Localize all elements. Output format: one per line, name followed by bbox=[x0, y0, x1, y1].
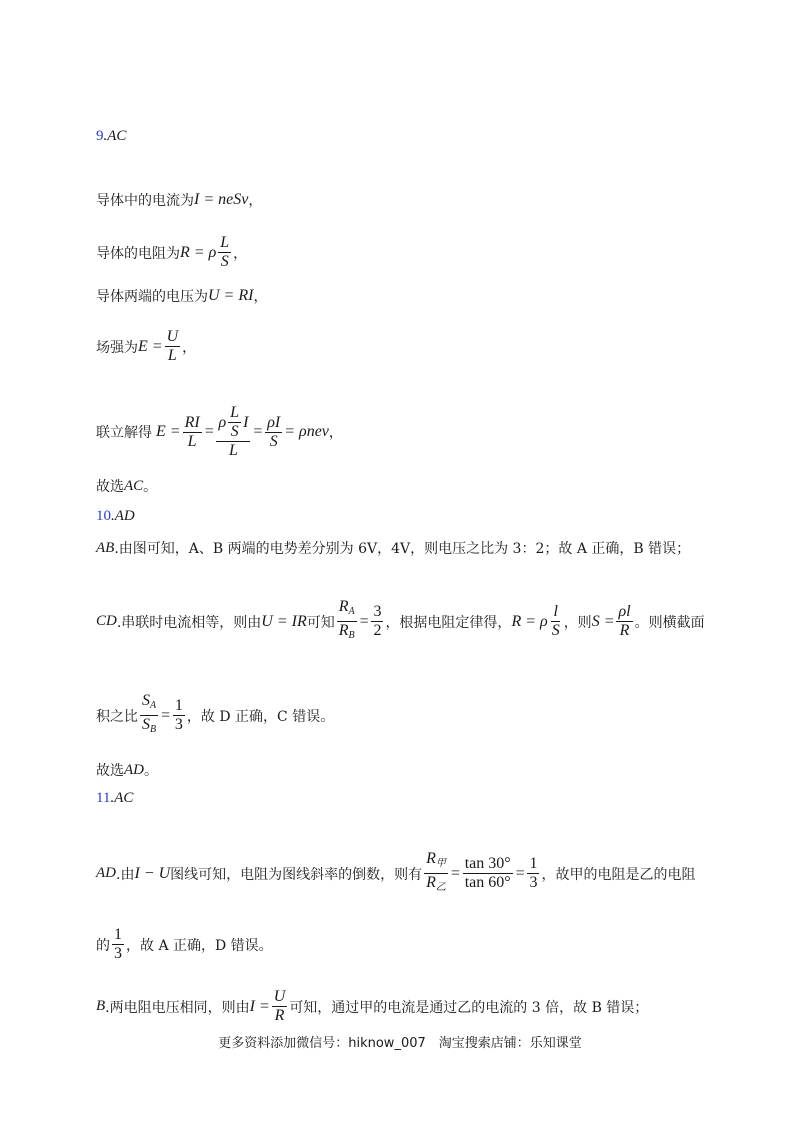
formula-lhs: R = ρ bbox=[180, 243, 217, 261]
text: 图线可知，电阻为图线斜率的倒数，则有 bbox=[170, 866, 423, 883]
symbol: S bbox=[142, 716, 150, 733]
denominator: R bbox=[274, 1007, 285, 1024]
current-symbol: I bbox=[243, 413, 249, 431]
formula: I = neSv bbox=[194, 191, 249, 208]
fraction bbox=[424, 850, 448, 897]
fraction bbox=[218, 234, 231, 271]
text: ，根据电阻定律得， bbox=[385, 614, 512, 631]
q10-line-ab bbox=[96, 538, 690, 558]
formula-lhs: I = bbox=[249, 997, 270, 1015]
item-number: 10 bbox=[96, 508, 111, 524]
subscript: A bbox=[150, 700, 157, 711]
formula: I − U bbox=[134, 864, 171, 882]
fraction bbox=[527, 855, 539, 892]
formula-lhs: E = bbox=[156, 423, 181, 440]
equals: = bbox=[358, 612, 370, 630]
option-prefix: AD bbox=[96, 865, 116, 881]
numerator: ρI bbox=[267, 413, 281, 431]
denominator: S bbox=[230, 423, 239, 440]
text: ，故甲的电阻是乙的电阻 bbox=[541, 866, 696, 883]
item-11-header bbox=[96, 790, 133, 807]
formula-lhs: R = ρ bbox=[511, 612, 548, 630]
numerator: 1 bbox=[114, 926, 122, 943]
subscript: A bbox=[348, 606, 355, 617]
q10-line-ratio bbox=[96, 692, 334, 739]
denominator bbox=[424, 874, 448, 897]
numerator bbox=[140, 692, 158, 716]
option-prefix: AB bbox=[96, 539, 115, 556]
punct: 。 bbox=[143, 479, 158, 495]
inner-fraction bbox=[228, 404, 241, 441]
q10-line-cd bbox=[96, 598, 705, 645]
equals: = bbox=[449, 864, 461, 882]
text: 。则横截面 bbox=[634, 614, 705, 631]
subscript: B bbox=[150, 724, 157, 735]
item-answer: .AC bbox=[110, 790, 134, 806]
equals: = bbox=[252, 423, 264, 440]
text: .由 bbox=[116, 866, 135, 883]
punct: 。 bbox=[144, 763, 158, 779]
compound-fraction bbox=[216, 404, 250, 460]
item-answer: .AC bbox=[103, 128, 127, 144]
text: .由图可知，A、B 两端的电势差分别为 6V，4V，则电压之比为 3：2；故 A 正确，B 错误； bbox=[114, 541, 691, 557]
choice: AC bbox=[124, 477, 144, 494]
fraction bbox=[165, 328, 181, 365]
option-prefix: B bbox=[96, 998, 106, 1014]
denominator: tan 60° bbox=[464, 874, 511, 891]
text: 导体两端的电压为 bbox=[96, 289, 208, 305]
numerator: RI bbox=[184, 413, 200, 431]
q11-line-ratio bbox=[96, 926, 273, 963]
denominator bbox=[140, 716, 158, 739]
denominator bbox=[337, 622, 357, 645]
fraction bbox=[173, 697, 185, 734]
formula-lhs: E = bbox=[138, 337, 163, 355]
text: 的 bbox=[96, 937, 110, 954]
equals: = bbox=[514, 864, 526, 882]
numerator: U bbox=[273, 988, 286, 1005]
denominator: 3 bbox=[529, 874, 538, 891]
text: ，故 D 正确，C 错误。 bbox=[186, 708, 335, 725]
q9-line-choice bbox=[96, 476, 157, 496]
text: .两电阻电压相同，则由 bbox=[105, 999, 250, 1016]
symbol: R bbox=[426, 874, 436, 891]
item-number: 11 bbox=[96, 790, 111, 806]
formula: U = RI bbox=[208, 287, 254, 304]
text: 故选 bbox=[96, 479, 124, 495]
numerator: L bbox=[220, 234, 230, 251]
numerator: 1 bbox=[174, 697, 183, 714]
q9-line-voltage bbox=[96, 286, 267, 306]
denominator: 3 bbox=[114, 945, 122, 962]
numerator bbox=[337, 598, 357, 622]
denominator: R bbox=[619, 622, 630, 639]
numerator: ρl bbox=[618, 603, 631, 620]
fraction bbox=[550, 603, 562, 640]
numerator: U bbox=[166, 328, 179, 345]
subscript: 乙 bbox=[435, 882, 446, 893]
choice: AD bbox=[124, 761, 144, 778]
text: 可知 bbox=[306, 614, 335, 631]
fraction bbox=[183, 414, 202, 451]
text: ，故 A 正确，D 错误。 bbox=[126, 937, 273, 954]
formula: U = IR bbox=[261, 612, 307, 630]
numerator: 1 bbox=[529, 855, 538, 872]
fraction bbox=[337, 598, 357, 645]
denominator: S bbox=[269, 432, 278, 450]
q11-line-ad bbox=[96, 850, 695, 897]
fraction bbox=[463, 855, 513, 892]
item-9-header bbox=[96, 128, 126, 145]
symbol: R bbox=[338, 598, 349, 615]
text: 导体中的电流为 bbox=[96, 193, 194, 209]
punct: ， bbox=[253, 289, 268, 305]
formula-rhs: = ρnev bbox=[284, 423, 329, 440]
text: 联立解得 bbox=[96, 425, 152, 441]
fraction bbox=[371, 603, 383, 640]
item-number: 9 bbox=[96, 128, 104, 144]
punct: ， bbox=[248, 193, 263, 209]
numerator: L bbox=[230, 404, 240, 421]
fraction bbox=[112, 926, 124, 963]
text: 故选 bbox=[96, 763, 124, 779]
q9-line-solve bbox=[96, 404, 343, 460]
subscript: 甲 bbox=[435, 858, 446, 869]
denominator: L bbox=[167, 347, 177, 364]
fraction bbox=[265, 414, 282, 451]
text: 场强为 bbox=[96, 339, 138, 356]
denominator: 3 bbox=[174, 716, 183, 733]
fraction bbox=[272, 988, 288, 1025]
symbol: R bbox=[426, 850, 436, 867]
punct: ， bbox=[328, 425, 343, 441]
equals: = bbox=[160, 706, 171, 724]
denominator: L bbox=[228, 442, 238, 459]
q10-line-choice bbox=[96, 760, 158, 780]
q9-line-resistance bbox=[96, 234, 247, 271]
rho: ρ bbox=[218, 413, 227, 431]
text: .串联时电流相等，则由 bbox=[116, 614, 262, 631]
punct: ， bbox=[182, 339, 197, 356]
numerator: 3 bbox=[373, 603, 382, 620]
text: 可知，通过甲的电流是通过乙的电流的 3 倍，故 B 错误； bbox=[289, 999, 649, 1016]
symbol: S bbox=[142, 692, 150, 709]
numerator: tan 30° bbox=[464, 855, 511, 872]
numerator bbox=[424, 850, 448, 874]
subscript: B bbox=[348, 630, 355, 641]
symbol: R bbox=[338, 622, 349, 639]
item-answer: .AD bbox=[111, 508, 135, 524]
numerator bbox=[216, 404, 250, 442]
equals: = bbox=[203, 423, 215, 440]
item-10-header bbox=[96, 508, 135, 525]
punct: ， bbox=[233, 245, 248, 262]
formula-lhs: S = bbox=[591, 612, 615, 630]
denominator: 2 bbox=[373, 622, 382, 639]
q9-line-field bbox=[96, 328, 196, 365]
option-prefix: CD bbox=[96, 613, 117, 629]
q11-line-b bbox=[96, 988, 648, 1025]
fraction bbox=[140, 692, 158, 739]
text: ，则 bbox=[563, 614, 592, 631]
text: 积之比 bbox=[96, 708, 138, 725]
text: 导体的电阻为 bbox=[96, 245, 180, 262]
numerator: l bbox=[553, 603, 558, 620]
denominator: S bbox=[551, 622, 560, 639]
denominator: S bbox=[220, 253, 229, 270]
fraction bbox=[616, 603, 632, 640]
footer-note: 更多资料添加微信号：hiknow_007 淘宝搜索店铺：乐知课堂 bbox=[218, 1036, 582, 1051]
q9-line-current bbox=[96, 190, 262, 210]
denominator: L bbox=[187, 432, 197, 450]
